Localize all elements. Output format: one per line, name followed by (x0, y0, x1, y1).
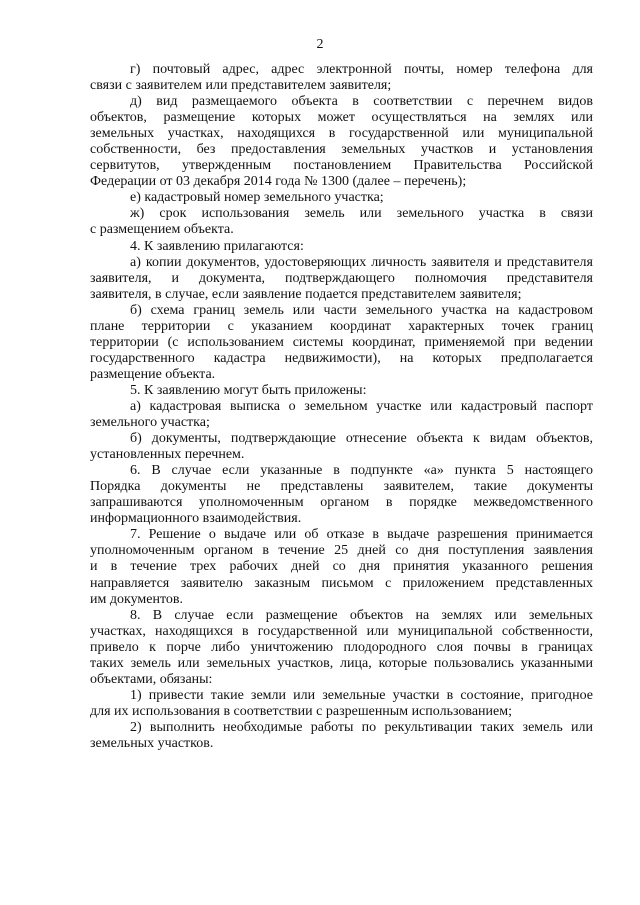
paragraph-line: участках, находящихся в государственной или муниципальной собственности, (90, 623, 593, 639)
paragraph-first-line: 2) выполнить необходимые работы по рекультивации таких земель или (130, 719, 593, 735)
paragraph-first-line: г) почтовый адрес, адрес электронной почты, номер телефона для (130, 62, 593, 77)
paragraph-line: плане территории с указанием координат характерных точек границ (90, 318, 593, 334)
paragraph-first-line: 5. К заявлению могут быть приложены: (130, 382, 367, 398)
paragraph-line: привело к порче либо уничтожению плодородного слоя почвы в границах (90, 639, 593, 655)
paragraph-line: собственности, без предоставления земельных участков и установления (90, 142, 593, 158)
paragraph-line: Порядка документы не представлены заявителем, такие документы (90, 479, 593, 495)
paragraph-line: информационного взаимодействия. (90, 511, 302, 527)
paragraph-line: уполномоченным органом в течение 25 дней со дня поступления заявления (90, 543, 593, 559)
paragraph-line: заявителя, и документа, подтверждающего полномочия представителя (90, 270, 593, 286)
paragraph-line: таких земель или земельных участков, лица, которые пользовались указанными (90, 655, 593, 671)
paragraph-first-line: б) документы, подтверждающие отнесение объекта к видам объектов, (130, 431, 593, 447)
paragraph-line: объектов, размещение которых может осуществляться на землях или (90, 110, 593, 126)
paragraph-line: размещение объекта. (90, 366, 216, 382)
paragraph-line: земельных участках, находящихся в государственной или муниципальной (90, 126, 593, 142)
paragraph-first-line: а) кадастровая выписка о земельном участке или кадастровый паспорт (130, 398, 593, 414)
paragraph-first-line: 1) привести такие земли или земельные участки в состояние, пригодное (130, 687, 593, 703)
paragraph-line: Федерации от 03 декабря 2014 года № 1300 (далее – перечень); (90, 174, 467, 190)
page-number: 2 (316, 37, 324, 52)
paragraph-line: для их использования в соответствии с разрешенным использованием; (90, 703, 512, 719)
paragraph-first-line: 8. В случае если размещение объектов на землях или земельных (130, 607, 593, 623)
paragraph-line: земельного участка; (90, 415, 210, 431)
paragraph-line: объектами, обязаны: (90, 671, 213, 687)
paragraph-first-line: ж) срок использования земель или земельного участка в связи (130, 206, 593, 222)
paragraph-first-line: е) кадастровый номер земельного участка; (130, 190, 384, 206)
paragraph-line: территории (с использованием системы координат, применяемой при ведении (90, 334, 593, 350)
paragraph-line: государственного кадастра недвижимости), на которых предполагается (90, 350, 593, 366)
paragraph-line: им документов. (90, 591, 184, 607)
paragraph-first-line: 7. Решение о выдаче или об отказе в выдаче разрешения принимается (130, 527, 593, 543)
document-body (90, 62, 593, 752)
paragraph-line: и в течение трех рабочих дней со дня принятия указанного решения (90, 559, 593, 575)
paragraph-line: сервитутов, утвержденным постановлением Правительства Российской (90, 158, 593, 174)
paragraph-line: направляется заявителю заказным письмом с приложением представленных (90, 575, 593, 591)
paragraph-line: заявителя, в случае, если заявление подается представителем заявителя; (90, 286, 522, 302)
paragraph-first-line: а) копии документов, удостоверяющих личность заявителя и представителя (130, 254, 593, 270)
paragraph-line: с размещением объекта. (90, 222, 234, 238)
paragraph-first-line: д) вид размещаемого объекта в соответствии с перечнем видов (130, 94, 593, 110)
paragraph-line: запрашиваются уполномоченным органом в порядке межведомственного (90, 495, 593, 511)
paragraph-line: связи с заявителем или представителем заявителя; (90, 78, 392, 94)
paragraph-first-line: б) схема границ земель или части земельного участка на кадастровом (130, 302, 593, 318)
paragraph-line: земельных участков. (90, 735, 214, 751)
paragraph-first-line: 6. В случае если указанные в подпункте «а» пункта 5 настоящего (130, 463, 593, 479)
paragraph-first-line: 4. К заявлению прилагаются: (130, 238, 304, 254)
paragraph-line: установленных перечнем. (90, 447, 245, 463)
